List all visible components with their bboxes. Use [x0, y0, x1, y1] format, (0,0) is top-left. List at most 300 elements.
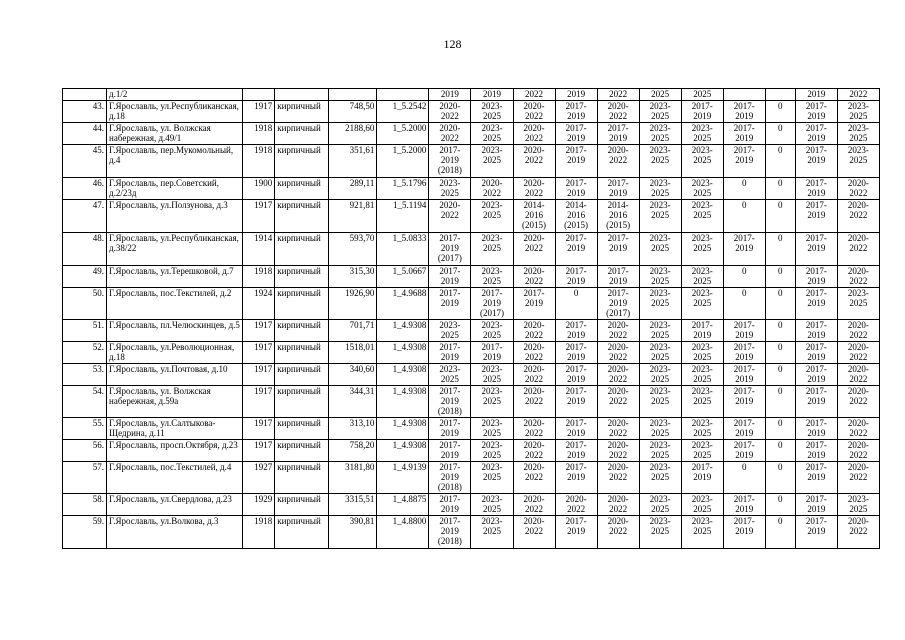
row-repair-term: 2014- 2016 (2015) [513, 200, 555, 233]
row-repair-term: 2020- 2022 [513, 440, 555, 462]
row-repair-term: 2017- 2019 [795, 320, 837, 342]
row-repair-term: 2023- 2025 [837, 101, 879, 123]
row-repair-term: 2017- 2019 (2017) [429, 233, 471, 266]
row-repair-term: 2020- 2022 [513, 101, 555, 123]
row-repair-term: 2017- 2019 [723, 101, 765, 123]
row-wall-material: кирпичный [275, 440, 329, 462]
row-area [329, 89, 377, 101]
row-repair-term: 0 [765, 288, 795, 320]
row-wall-material: кирпичный [275, 178, 329, 200]
row-area: 3315,51 [329, 494, 377, 516]
row-repair-term: 2020- 2022 [555, 494, 597, 516]
row-repair-term: 2020- 2022 [837, 320, 879, 342]
row-repair-term: 2017- 2019 [555, 418, 597, 440]
row-priority-code: 1_4.8875 [377, 494, 429, 516]
row-wall-material: кирпичный [275, 494, 329, 516]
row-repair-term: 0 [555, 288, 597, 320]
table-row [63, 494, 880, 516]
row-build-year: 1917 [243, 418, 275, 440]
row-priority-code: 1_4.9308 [377, 364, 429, 386]
row-repair-term: 2020- 2022 [513, 386, 555, 418]
row-repair-term: 2023- 2025 [639, 440, 681, 462]
row-repair-term: 2020- 2022 [837, 440, 879, 462]
row-priority-code: 1_4.9308 [377, 418, 429, 440]
row-priority-code: 1_4.9139 [377, 462, 429, 494]
row-repair-term: 2023- 2025 [681, 386, 723, 418]
housing-repair-table [62, 88, 880, 549]
row-repair-term: 2023- 2025 [471, 494, 513, 516]
row-repair-term: 0 [765, 462, 795, 494]
row-repair-term: 2017- 2019 [795, 288, 837, 320]
row-repair-term: 2023- 2025 [639, 418, 681, 440]
row-repair-term: 0 [765, 494, 795, 516]
row-address: Г.Ярославль, ул.Республиканская, д.38/22 [107, 233, 243, 266]
row-priority-code: 1_4.9308 [377, 386, 429, 418]
row-repair-term: 2020- 2022 [513, 145, 555, 178]
row-number: 44. [63, 123, 107, 145]
table-row [63, 101, 880, 123]
row-address: Г.Ярославль, ул.Терешковой, д.7 [107, 266, 243, 288]
row-repair-term: 2023- 2025 [639, 386, 681, 418]
row-repair-term: 2020- 2022 [597, 320, 639, 342]
row-repair-term: 2017- 2019 [429, 288, 471, 320]
row-build-year: 1917 [243, 320, 275, 342]
row-repair-term: 2020- 2022 [513, 418, 555, 440]
row-repair-term: 2025 [639, 89, 681, 101]
row-repair-term: 2020- 2022 [429, 101, 471, 123]
row-repair-term: 2020- 2022 [837, 342, 879, 364]
row-repair-term: 2017- 2019 [555, 440, 597, 462]
row-repair-term: 2020- 2022 [837, 418, 879, 440]
row-repair-term: 2023- 2025 [639, 145, 681, 178]
row-number: 50. [63, 288, 107, 320]
row-repair-term: 2017- 2019 [471, 342, 513, 364]
row-repair-term: 0 [765, 516, 795, 549]
row-build-year: 1917 [243, 440, 275, 462]
row-repair-term: 0 [765, 418, 795, 440]
row-repair-term: 2020- 2022 [597, 145, 639, 178]
row-repair-term: 2020- 2022 [837, 516, 879, 549]
row-repair-term: 2017- 2019 [555, 233, 597, 266]
row-repair-term: 2023- 2025 [471, 418, 513, 440]
row-priority-code: 1_5.2000 [377, 123, 429, 145]
row-build-year: 1917 [243, 364, 275, 386]
row-repair-term: 2020- 2022 [513, 342, 555, 364]
row-repair-term: 2017- 2019 [723, 233, 765, 266]
row-priority-code [377, 89, 429, 101]
row-repair-term: 2017- 2019 [723, 494, 765, 516]
row-repair-term: 2020- 2022 [597, 462, 639, 494]
row-repair-term: 0 [765, 101, 795, 123]
row-priority-code: 1_5.1194 [377, 200, 429, 233]
row-build-year: 1917 [243, 342, 275, 364]
row-repair-term: 2017- 2019 [795, 342, 837, 364]
row-repair-term: 2017- 2019 (2017) [471, 288, 513, 320]
row-number: 54. [63, 386, 107, 418]
row-repair-term: 0 [723, 462, 765, 494]
row-repair-term: 2020- 2022 [597, 101, 639, 123]
row-repair-term: 0 [765, 320, 795, 342]
row-repair-term: 2022 [597, 89, 639, 101]
row-number: 58. [63, 494, 107, 516]
row-address: Г.Ярославль, ул.Революционная, д.18 [107, 342, 243, 364]
row-repair-term: 2017- 2019 [795, 418, 837, 440]
row-number: 47. [63, 200, 107, 233]
row-repair-term: 2017- 2019 [681, 462, 723, 494]
row-repair-term: 2020- 2022 [597, 516, 639, 549]
row-build-year: 1917 [243, 200, 275, 233]
row-repair-term: 2020- 2022 [837, 233, 879, 266]
row-repair-term: 2014- 2016 (2015) [555, 200, 597, 233]
row-repair-term: 2017- 2019 [429, 342, 471, 364]
row-area: 701,71 [329, 320, 377, 342]
row-address: Г.Ярославль, пос.Текстилей, д.2 [107, 288, 243, 320]
row-repair-term: 2023- 2025 [681, 200, 723, 233]
row-repair-term: 2017- 2019 [555, 123, 597, 145]
row-repair-term: 2017- 2019 [555, 462, 597, 494]
row-repair-term: 2023- 2025 [471, 233, 513, 266]
row-repair-term: 2017- 2019 [681, 101, 723, 123]
row-number: 55. [63, 418, 107, 440]
table-row [63, 418, 880, 440]
row-priority-code: 1_5.0833 [377, 233, 429, 266]
row-repair-term: 2017- 2019 (2017) [597, 288, 639, 320]
row-address: Г.Ярославль, ул.Свердлова, д.23 [107, 494, 243, 516]
row-wall-material: кирпичный [275, 342, 329, 364]
row-address: Г.Ярославль, пос.Текстилей, д.4 [107, 462, 243, 494]
row-wall-material: кирпичный [275, 145, 329, 178]
row-repair-term: 0 [723, 288, 765, 320]
row-repair-term: 2023- 2025 [837, 145, 879, 178]
row-repair-term: 2023- 2025 [471, 364, 513, 386]
row-priority-code: 1_5.0667 [377, 266, 429, 288]
row-build-year: 1914 [243, 233, 275, 266]
table-row [63, 462, 880, 494]
row-priority-code: 1_4.9308 [377, 320, 429, 342]
row-number: 56. [63, 440, 107, 462]
row-repair-term: 2017- 2019 [795, 440, 837, 462]
row-repair-term: 2017- 2019 [429, 440, 471, 462]
row-repair-term: 2017- 2019 [681, 320, 723, 342]
row-area: 1926,90 [329, 288, 377, 320]
table-row [63, 233, 880, 266]
row-repair-term: 0 [765, 364, 795, 386]
row-repair-term: 2023- 2025 [471, 266, 513, 288]
row-repair-term: 2019 [795, 89, 837, 101]
row-repair-term: 2023- 2025 [429, 178, 471, 200]
row-repair-term: 2023- 2025 [471, 123, 513, 145]
row-number: 46. [63, 178, 107, 200]
row-repair-term: 2017- 2019 (2018) [429, 516, 471, 549]
row-repair-term: 0 [765, 266, 795, 288]
row-repair-term: 2023- 2025 [681, 145, 723, 178]
row-repair-term: 2023- 2025 [429, 364, 471, 386]
row-area: 340,60 [329, 364, 377, 386]
table-row [63, 516, 880, 549]
row-repair-term: 2023- 2025 [639, 364, 681, 386]
page-number: 128 [443, 37, 462, 51]
row-repair-term: 2017- 2019 [597, 233, 639, 266]
row-repair-term: 2020- 2022 [597, 494, 639, 516]
row-repair-term: 2023- 2025 [681, 418, 723, 440]
row-wall-material: кирпичный [275, 418, 329, 440]
row-repair-term: 2017- 2019 [555, 364, 597, 386]
row-priority-code: 1_4.9308 [377, 342, 429, 364]
row-repair-term: 2017- 2019 [555, 145, 597, 178]
row-address: Г.Ярославль, ул. Волжская набережная, д.59а [107, 386, 243, 418]
row-repair-term: 2020- 2022 [837, 462, 879, 494]
row-repair-term: 2020- 2022 [429, 200, 471, 233]
row-repair-term: 0 [765, 200, 795, 233]
row-repair-term: 2017- 2019 [723, 320, 765, 342]
row-wall-material: кирпичный [275, 266, 329, 288]
row-repair-term: 0 [765, 342, 795, 364]
row-repair-term: 2023- 2025 [681, 494, 723, 516]
row-repair-term: 2023- 2025 [429, 320, 471, 342]
row-repair-term: 0 [723, 178, 765, 200]
row-repair-term: 2023- 2025 [639, 342, 681, 364]
row-address: Г.Ярославль, ул.Ползунова, д.3 [107, 200, 243, 233]
row-repair-term: 2023- 2025 [639, 101, 681, 123]
row-build-year: 1900 [243, 178, 275, 200]
row-repair-term: 2017- 2019 [795, 178, 837, 200]
row-repair-term: 2020- 2022 [513, 516, 555, 549]
row-address: д.1/2 [107, 89, 243, 101]
row-repair-term: 2020- 2022 [837, 386, 879, 418]
row-repair-term: 2017- 2019 [429, 418, 471, 440]
row-repair-term: 2017- 2019 [555, 320, 597, 342]
row-repair-term: 2017- 2019 [555, 516, 597, 549]
row-build-year: 1924 [243, 288, 275, 320]
row-repair-term: 2017- 2019 [795, 364, 837, 386]
row-repair-term: 0 [765, 145, 795, 178]
row-repair-term [765, 89, 795, 101]
row-repair-term: 2017- 2019 [723, 418, 765, 440]
row-repair-term: 2017- 2019 [795, 123, 837, 145]
table-row [63, 440, 880, 462]
row-repair-term: 2023- 2025 [681, 123, 723, 145]
row-number [63, 89, 107, 101]
row-wall-material: кирпичный [275, 288, 329, 320]
row-address: Г.Ярославль, пер.Советский, д.2/23д [107, 178, 243, 200]
row-repair-term: 2023- 2025 [681, 440, 723, 462]
row-repair-term: 2023- 2025 [639, 233, 681, 266]
row-repair-term: 2023- 2025 [639, 462, 681, 494]
row-repair-term: 2019 [429, 89, 471, 101]
row-repair-term: 2023- 2025 [639, 320, 681, 342]
row-repair-term: 2017- 2019 [723, 386, 765, 418]
row-area: 351,61 [329, 145, 377, 178]
row-repair-term: 2017- 2019 [795, 200, 837, 233]
row-area: 1518,01 [329, 342, 377, 364]
row-repair-term: 2017- 2019 [723, 145, 765, 178]
row-area: 748,50 [329, 101, 377, 123]
row-area: 758,20 [329, 440, 377, 462]
row-wall-material: кирпичный [275, 123, 329, 145]
table-row [63, 200, 880, 233]
row-repair-term: 2023- 2025 [639, 516, 681, 549]
table-row [63, 123, 880, 145]
row-repair-term: 2017- 2019 [513, 288, 555, 320]
row-repair-term: 2017- 2019 [555, 342, 597, 364]
row-wall-material [275, 89, 329, 101]
row-repair-term: 2017- 2019 [555, 266, 597, 288]
row-repair-term: 2017- 2019 [555, 386, 597, 418]
row-repair-term: 2020- 2022 [597, 386, 639, 418]
row-repair-term: 2023- 2025 [639, 494, 681, 516]
row-repair-term: 2023- 2025 [681, 266, 723, 288]
row-repair-term: 2019 [471, 89, 513, 101]
row-repair-term [723, 89, 765, 101]
row-repair-term: 2023- 2025 [681, 178, 723, 200]
row-wall-material: кирпичный [275, 233, 329, 266]
row-build-year: 1918 [243, 145, 275, 178]
row-repair-term: 2025 [681, 89, 723, 101]
row-repair-term: 2020- 2022 [837, 364, 879, 386]
row-repair-term: 2017- 2019 (2018) [429, 145, 471, 178]
row-build-year: 1927 [243, 462, 275, 494]
row-repair-term: 2017- 2019 [723, 342, 765, 364]
table-row [63, 320, 880, 342]
row-repair-term: 2023- 2025 [471, 145, 513, 178]
table-row [63, 288, 880, 320]
row-repair-term: 2020- 2022 [513, 494, 555, 516]
row-priority-code: 1_4.9688 [377, 288, 429, 320]
row-repair-term: 2017- 2019 [795, 266, 837, 288]
row-repair-term: 2020- 2022 [471, 178, 513, 200]
row-address: Г.Ярославль, пл.Челюскинцев, д.5 [107, 320, 243, 342]
row-repair-term: 2023- 2025 [639, 123, 681, 145]
row-build-year: 1918 [243, 123, 275, 145]
row-repair-term: 2022 [513, 89, 555, 101]
table-row [63, 342, 880, 364]
row-repair-term: 0 [723, 266, 765, 288]
row-repair-term: 2020- 2022 [597, 418, 639, 440]
row-repair-term: 2023- 2025 [471, 386, 513, 418]
row-repair-term: 2017- 2019 [723, 516, 765, 549]
row-repair-term: 2020- 2022 [513, 233, 555, 266]
row-repair-term: 2020- 2022 [513, 462, 555, 494]
row-address: Г.Ярославль, пер.Мукомольный, д.4 [107, 145, 243, 178]
table-row [63, 145, 880, 178]
row-area: 3181,80 [329, 462, 377, 494]
row-build-year: 1918 [243, 516, 275, 549]
row-repair-term: 2023- 2025 [681, 288, 723, 320]
row-wall-material: кирпичный [275, 200, 329, 233]
row-number: 48. [63, 233, 107, 266]
row-repair-term: 0 [765, 233, 795, 266]
row-repair-term: 0 [765, 123, 795, 145]
row-repair-term: 2020- 2022 [513, 178, 555, 200]
row-repair-term: 2020- 2022 [597, 364, 639, 386]
row-repair-term: 2017- 2019 [795, 145, 837, 178]
row-repair-term: 2017- 2019 [795, 494, 837, 516]
row-repair-term: 2017- 2019 [795, 101, 837, 123]
table-row [63, 364, 880, 386]
row-repair-term: 2020- 2022 [837, 200, 879, 233]
row-repair-term: 2017- 2019 [429, 494, 471, 516]
table-row [63, 178, 880, 200]
row-build-year: 1929 [243, 494, 275, 516]
row-repair-term: 0 [765, 440, 795, 462]
row-wall-material: кирпичный [275, 101, 329, 123]
row-repair-term: 2023- 2025 [471, 101, 513, 123]
row-number: 49. [63, 266, 107, 288]
row-address: Г.Ярославль, ул.Волкова, д.3 [107, 516, 243, 549]
row-repair-term: 2023- 2025 [471, 440, 513, 462]
row-number: 51. [63, 320, 107, 342]
row-repair-term: 2017- 2019 (2018) [429, 462, 471, 494]
row-repair-term: 2017- 2019 [723, 364, 765, 386]
row-number: 53. [63, 364, 107, 386]
row-wall-material: кирпичный [275, 516, 329, 549]
row-repair-term: 2023- 2025 [837, 288, 879, 320]
row-repair-term: 2020- 2022 [597, 440, 639, 462]
row-repair-term: 0 [723, 200, 765, 233]
row-priority-code: 1_5.2542 [377, 101, 429, 123]
row-repair-term: 2017- 2019 [723, 123, 765, 145]
row-priority-code: 1_4.9308 [377, 440, 429, 462]
row-repair-term: 0 [765, 178, 795, 200]
row-repair-term: 2017- 2019 [795, 462, 837, 494]
row-area: 921,81 [329, 200, 377, 233]
row-repair-term: 2019 [555, 89, 597, 101]
row-build-year [243, 89, 275, 101]
row-priority-code: 1_5.2000 [377, 145, 429, 178]
row-repair-term: 0 [765, 386, 795, 418]
row-repair-term: 2020- 2022 [513, 364, 555, 386]
row-repair-term: 2017- 2019 [597, 123, 639, 145]
row-repair-term: 2017- 2019 [555, 101, 597, 123]
row-address: Г.Ярославль, ул.Республиканская, д.18 [107, 101, 243, 123]
row-repair-term: 2023- 2025 [681, 233, 723, 266]
row-address: Г.Ярославль, ул. Волжская набережная, д.49/1 [107, 123, 243, 145]
row-repair-term: 2017- 2019 [795, 386, 837, 418]
row-repair-term: 2023- 2025 [639, 288, 681, 320]
row-build-year: 1918 [243, 266, 275, 288]
row-number: 59. [63, 516, 107, 549]
row-repair-term: 2017- 2019 [795, 516, 837, 549]
row-repair-term: 2023- 2025 [837, 123, 879, 145]
row-repair-term: 2023- 2025 [639, 178, 681, 200]
row-repair-term: 2020- 2022 [513, 266, 555, 288]
row-repair-term: 2023- 2025 [639, 266, 681, 288]
row-repair-term: 2020- 2022 [837, 266, 879, 288]
row-repair-term: 2017- 2019 [597, 178, 639, 200]
row-wall-material: кирпичный [275, 462, 329, 494]
row-repair-term: 2023- 2025 [471, 462, 513, 494]
row-repair-term: 2023- 2025 [471, 516, 513, 549]
row-repair-term: 2020- 2022 [513, 320, 555, 342]
row-repair-term: 2023- 2025 [681, 364, 723, 386]
row-repair-term: 2020- 2022 [513, 123, 555, 145]
row-area: 344,31 [329, 386, 377, 418]
row-repair-term: 2017- 2019 (2018) [429, 386, 471, 418]
row-area: 593,70 [329, 233, 377, 266]
table-row [63, 266, 880, 288]
row-number: 43. [63, 101, 107, 123]
row-area: 390,81 [329, 516, 377, 549]
row-repair-term: 2017- 2019 [555, 178, 597, 200]
row-repair-term: 2020- 2022 [837, 178, 879, 200]
row-repair-term: 2023- 2025 [681, 516, 723, 549]
row-repair-term: 2023- 2025 [471, 320, 513, 342]
row-wall-material: кирпичный [275, 320, 329, 342]
row-address: Г.Ярославль, ул.Салтыкова-Щедрина, д.11 [107, 418, 243, 440]
row-repair-term: 2017- 2019 [429, 266, 471, 288]
row-number: 52. [63, 342, 107, 364]
row-area: 289,11 [329, 178, 377, 200]
